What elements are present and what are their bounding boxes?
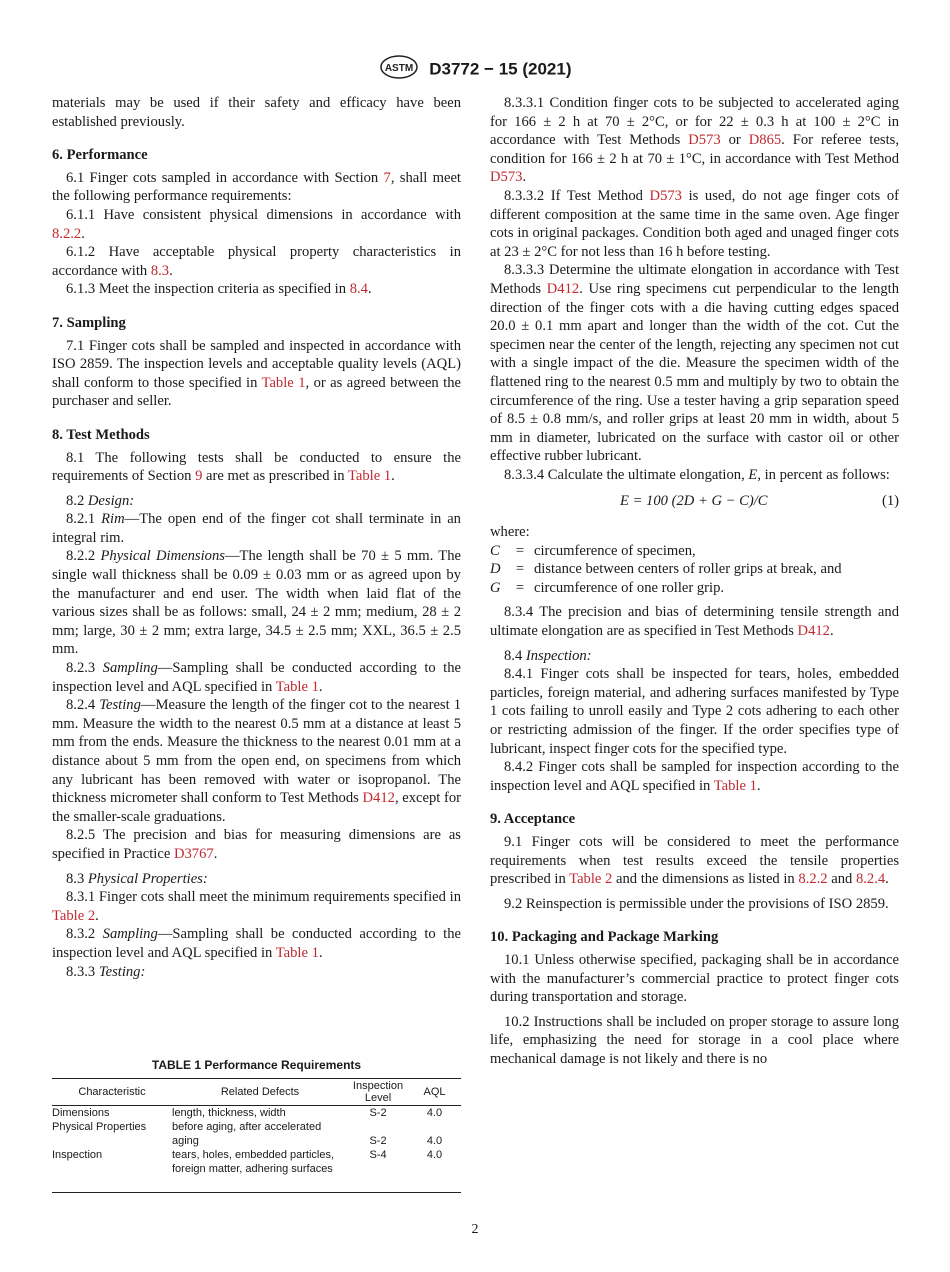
para-8-2-2: 8.2.2 Physical Dimensions—The length shall be 70 ± 5 mm. The single wall thickness shall be 0.09 ± 0.03 mm or as agreed upon by the manufacturer and end user. The width when laid flat of the various sizes shall be as follows: small, 24 ± 2 mm; medium, 28 ± 2 mm; large, 30 ± 2 mm; extra large, 34.5 ± 2.5 mm; XXL, 36.5 ± 2.5 mm. xyxy=(52,548,461,658)
ref-d412[interactable]: D412 xyxy=(797,623,830,640)
table-row: Dimensions length, thickness, width S-2 4.0 xyxy=(52,1107,443,1119)
table-caption: TABLE 1 Performance Requirements xyxy=(151,1058,362,1072)
continued-paragraph: materials may be used if their safety and efficacy have been established previously. xyxy=(52,95,461,130)
right-column xyxy=(490,94,899,1069)
definition-row: G = circumference of one roller grip. xyxy=(490,579,725,596)
table-1 xyxy=(52,1058,461,1193)
astm-logo-icon xyxy=(379,54,419,85)
ref-d573[interactable]: D573 xyxy=(649,187,682,204)
para-8-1: 8.1 The following tests shall be conducted to ensure the requirements of Section 9 are met as prescribed in Table 1. xyxy=(52,449,461,485)
para-8-3-3: 8.3.3 Testing: xyxy=(66,963,146,980)
left-column xyxy=(52,94,461,981)
definition-row: D = distance between centers of roller grips at break, and xyxy=(490,561,842,578)
para-8-2-3: 8.2.3 Sampling—Sampling shall be conducted according to the inspection level and AQL specified in Table 1. xyxy=(52,660,462,695)
document-designation: D3772 − 15 (2021) xyxy=(429,59,572,79)
para-7-1: 7.1 Finger cots shall be sampled and inspected in accordance with ISO 2859. The inspection levels and acceptable quality levels (AQL) shall conform to those specified in Table 1, or as agreed between the purchaser and seller. xyxy=(52,337,461,410)
para-8-3: 8.3 Physical Properties: xyxy=(66,870,208,887)
ref-d412[interactable]: D412 xyxy=(362,790,395,807)
ref-table-1[interactable]: Table 1 xyxy=(275,944,319,961)
ref-8-3[interactable]: 8.3 xyxy=(150,262,170,279)
ref-table-1[interactable]: Table 1 xyxy=(275,678,319,695)
para-10-2: 10.2 Instructions shall be included on proper storage to assure long life, emphasizing the need for storage in a cool place where mechanical damage is not likely and there is no xyxy=(490,1013,899,1067)
para-9-2: 9.2 Reinspection is permissible under the provisions of ISO 2859. xyxy=(504,895,889,912)
ref-table-1[interactable]: Table 1 xyxy=(347,468,392,485)
ref-section-9[interactable]: 9 xyxy=(195,468,203,485)
ref-table-2[interactable]: Table 2 xyxy=(52,907,96,924)
para-8-4: 8.4 Inspection: xyxy=(504,647,592,664)
para-8-2-4: 8.2.4 Testing—Measure the length of the finger cot to the nearest 1 mm. Measure the width to the nearest 0.5 mm at a distance at least 5 mm from the ends. Measure the thickness to the nearest 0.01 mm at a distance about 5 mm from the open end, on specimens from which any lubricant has been removed with water or isopropanol. The thickness micrometer shall conform to Test Methods D412, except for the smaller-scale graduations. xyxy=(52,697,462,825)
ref-section-7[interactable]: 7 xyxy=(383,169,391,186)
para-6-1: 6.1 Finger cots sampled in accordance with Section 7, shall meet the following performance requirements: xyxy=(52,169,461,205)
para-6-1-1: 6.1.1 Have consistent physical dimensions in accordance with 8.2.2. xyxy=(52,206,461,242)
para-8-3-4: 8.3.4 The precision and bias of determining tensile strength and ultimate elongation are as specified in Test Methods D412. xyxy=(490,604,899,640)
para-10-1: 10.1 Unless otherwise specified, packaging shall be in accordance with the manufacturer’s commercial practice to protect finger cots during transportation and storage. xyxy=(490,951,899,1006)
col-header: Inspection Level xyxy=(348,1079,408,1106)
svg-text:ASTM: ASTM xyxy=(384,63,413,74)
definition-row: C = circumference of specimen, xyxy=(490,542,696,559)
para-8-3-3-3: 8.3.3.3 Determine the ultimate elongation in accordance with Test Methods D412. Use ring specimens cut perpendicular to the length direction of the finger cots with a die having cutting edges spaced 20.0 ± 0.1 mm apart and longer than the width of the cot. Cut the specimen near the center of the length, rejecting any specimen not cut with a single impact of the die. Measure the specimen width of the flattened ring to the nearest 0.5 mm and multiply by two to obtain the circumference of the ring. Use a tester having a grip separation speed of 8.5 ± 0.8 mm/s, and roller grips at least 20 mm in width, about 5 mm in diameter, lubricated on the surface with castor oil or other effective rubber lubricant. xyxy=(490,262,899,465)
col-header: AQL xyxy=(408,1079,461,1106)
table-row: Inspection tears, holes, embedded particles, S-4 4.0 xyxy=(52,1149,443,1161)
page-number: 2 xyxy=(471,1222,479,1237)
para-6-1-3: 6.1.3 Meet the inspection criteria as specified in 8.4. xyxy=(66,281,372,298)
ref-d573[interactable]: D573 xyxy=(490,169,523,186)
section-10-heading: 10. Packaging and Package Marking xyxy=(490,929,719,946)
equation-number: (1) xyxy=(881,493,899,510)
para-8-2: 8.2 Design: xyxy=(66,492,135,509)
col-header: Characteristic xyxy=(52,1079,172,1106)
section-7-heading: 7. Sampling xyxy=(52,314,126,331)
section-9-heading: 9. Acceptance xyxy=(490,811,576,828)
para-8-3-3-4: 8.3.3.4 Calculate the ultimate elongation, E, in percent as follows: xyxy=(504,466,890,483)
page-header xyxy=(0,54,950,85)
para-9-1: 9.1 Finger cots will be considered to meet the performance requirements when test results exceed the tensile properties prescribed in Table 2 and the dimensions as listed in 8.2.2 and 8.2.4. xyxy=(490,833,899,888)
section-8-heading: 8. Test Methods xyxy=(52,426,150,443)
para-8-4-2: 8.4.2 Finger cots shall be sampled for inspection according to the inspection level and AQL specified in Table 1. xyxy=(490,759,899,794)
ref-8-2-4[interactable]: 8.2.4 xyxy=(855,871,886,888)
para-8-3-3-2: 8.3.3.2 If Test Method D573 is used, do not age finger cots of different composition at the same time in the same oven. Age finger cots in original packages. Condition both aged and unaged finger cots at 23 ± 2°C for not less than 16 h before testing. xyxy=(490,187,899,260)
para-8-3-2: 8.3.2 Sampling—Sampling shall be conducted according to the inspection level and AQL specified in Table 1. xyxy=(52,926,462,961)
table-row: Physical Properties before aging, after accelerated xyxy=(52,1121,322,1133)
ref-8-2-2[interactable]: 8.2.2 xyxy=(798,871,828,888)
table-row: aging S-2 4.0 xyxy=(172,1135,443,1147)
ref-d865[interactable]: D865 xyxy=(748,132,782,149)
ref-table-2[interactable]: Table 2 xyxy=(569,871,613,888)
section-6-heading: 6. Performance xyxy=(52,147,148,164)
ref-d3767[interactable]: D3767 xyxy=(173,845,214,862)
para-8-2-1: 8.2.1 Rim—The open end of the finger cot shall terminate in an integral rim. xyxy=(52,511,461,546)
para-6-1-2: 6.1.2 Have acceptable physical property characteristics in accordance with 8.3. xyxy=(52,244,461,279)
ref-table-1[interactable]: Table 1 xyxy=(261,374,306,391)
equation-1: E = 100 (2D + G − C)/C (1) xyxy=(620,493,899,510)
performance-requirements-table xyxy=(52,1078,461,1193)
ref-d573[interactable]: D573 xyxy=(688,132,721,149)
para-8-4-1: 8.4.1 Finger cots shall be inspected for tears, holes, embedded particles, foreign material, and adhering surfaces manifested by Type 1 cots failing to unroll easily and Type 2 cots adhering to each other or restricting admission of the finger. If the order specifies type of lubricant, inspect finger cots for the specified type. xyxy=(490,666,899,757)
col-header: Related Defects xyxy=(172,1079,348,1106)
ref-8-2-2[interactable]: 8.2.2 xyxy=(52,225,82,242)
ref-d412[interactable]: D412 xyxy=(546,280,580,297)
ref-table-1[interactable]: Table 1 xyxy=(713,777,757,794)
para-8-3-3-1: 8.3.3.1 Condition finger cots to be subjected to accelerated aging for 166 ± 2 h at 70 ± 2°C, or for 22 ± 0.3 h at 100 ± 2°C in accordance with Test Methods D573 or D865. For referee tests, condition for 166 ± 2 h at 70 ± 1°C, in accordance with Test Method D573. xyxy=(490,95,899,186)
ref-8-4[interactable]: 8.4 xyxy=(349,281,368,298)
para-8-2-5: 8.2.5 The precision and bias for measuring dimensions are as specified in Practice D3767. xyxy=(52,827,461,862)
table-row: foreign matter, adhering surfaces xyxy=(52,1162,461,1193)
where-label: where: xyxy=(490,524,530,541)
para-8-3-1: 8.3.1 Finger cots shall meet the minimum requirements specified in Table 2. xyxy=(52,889,461,924)
